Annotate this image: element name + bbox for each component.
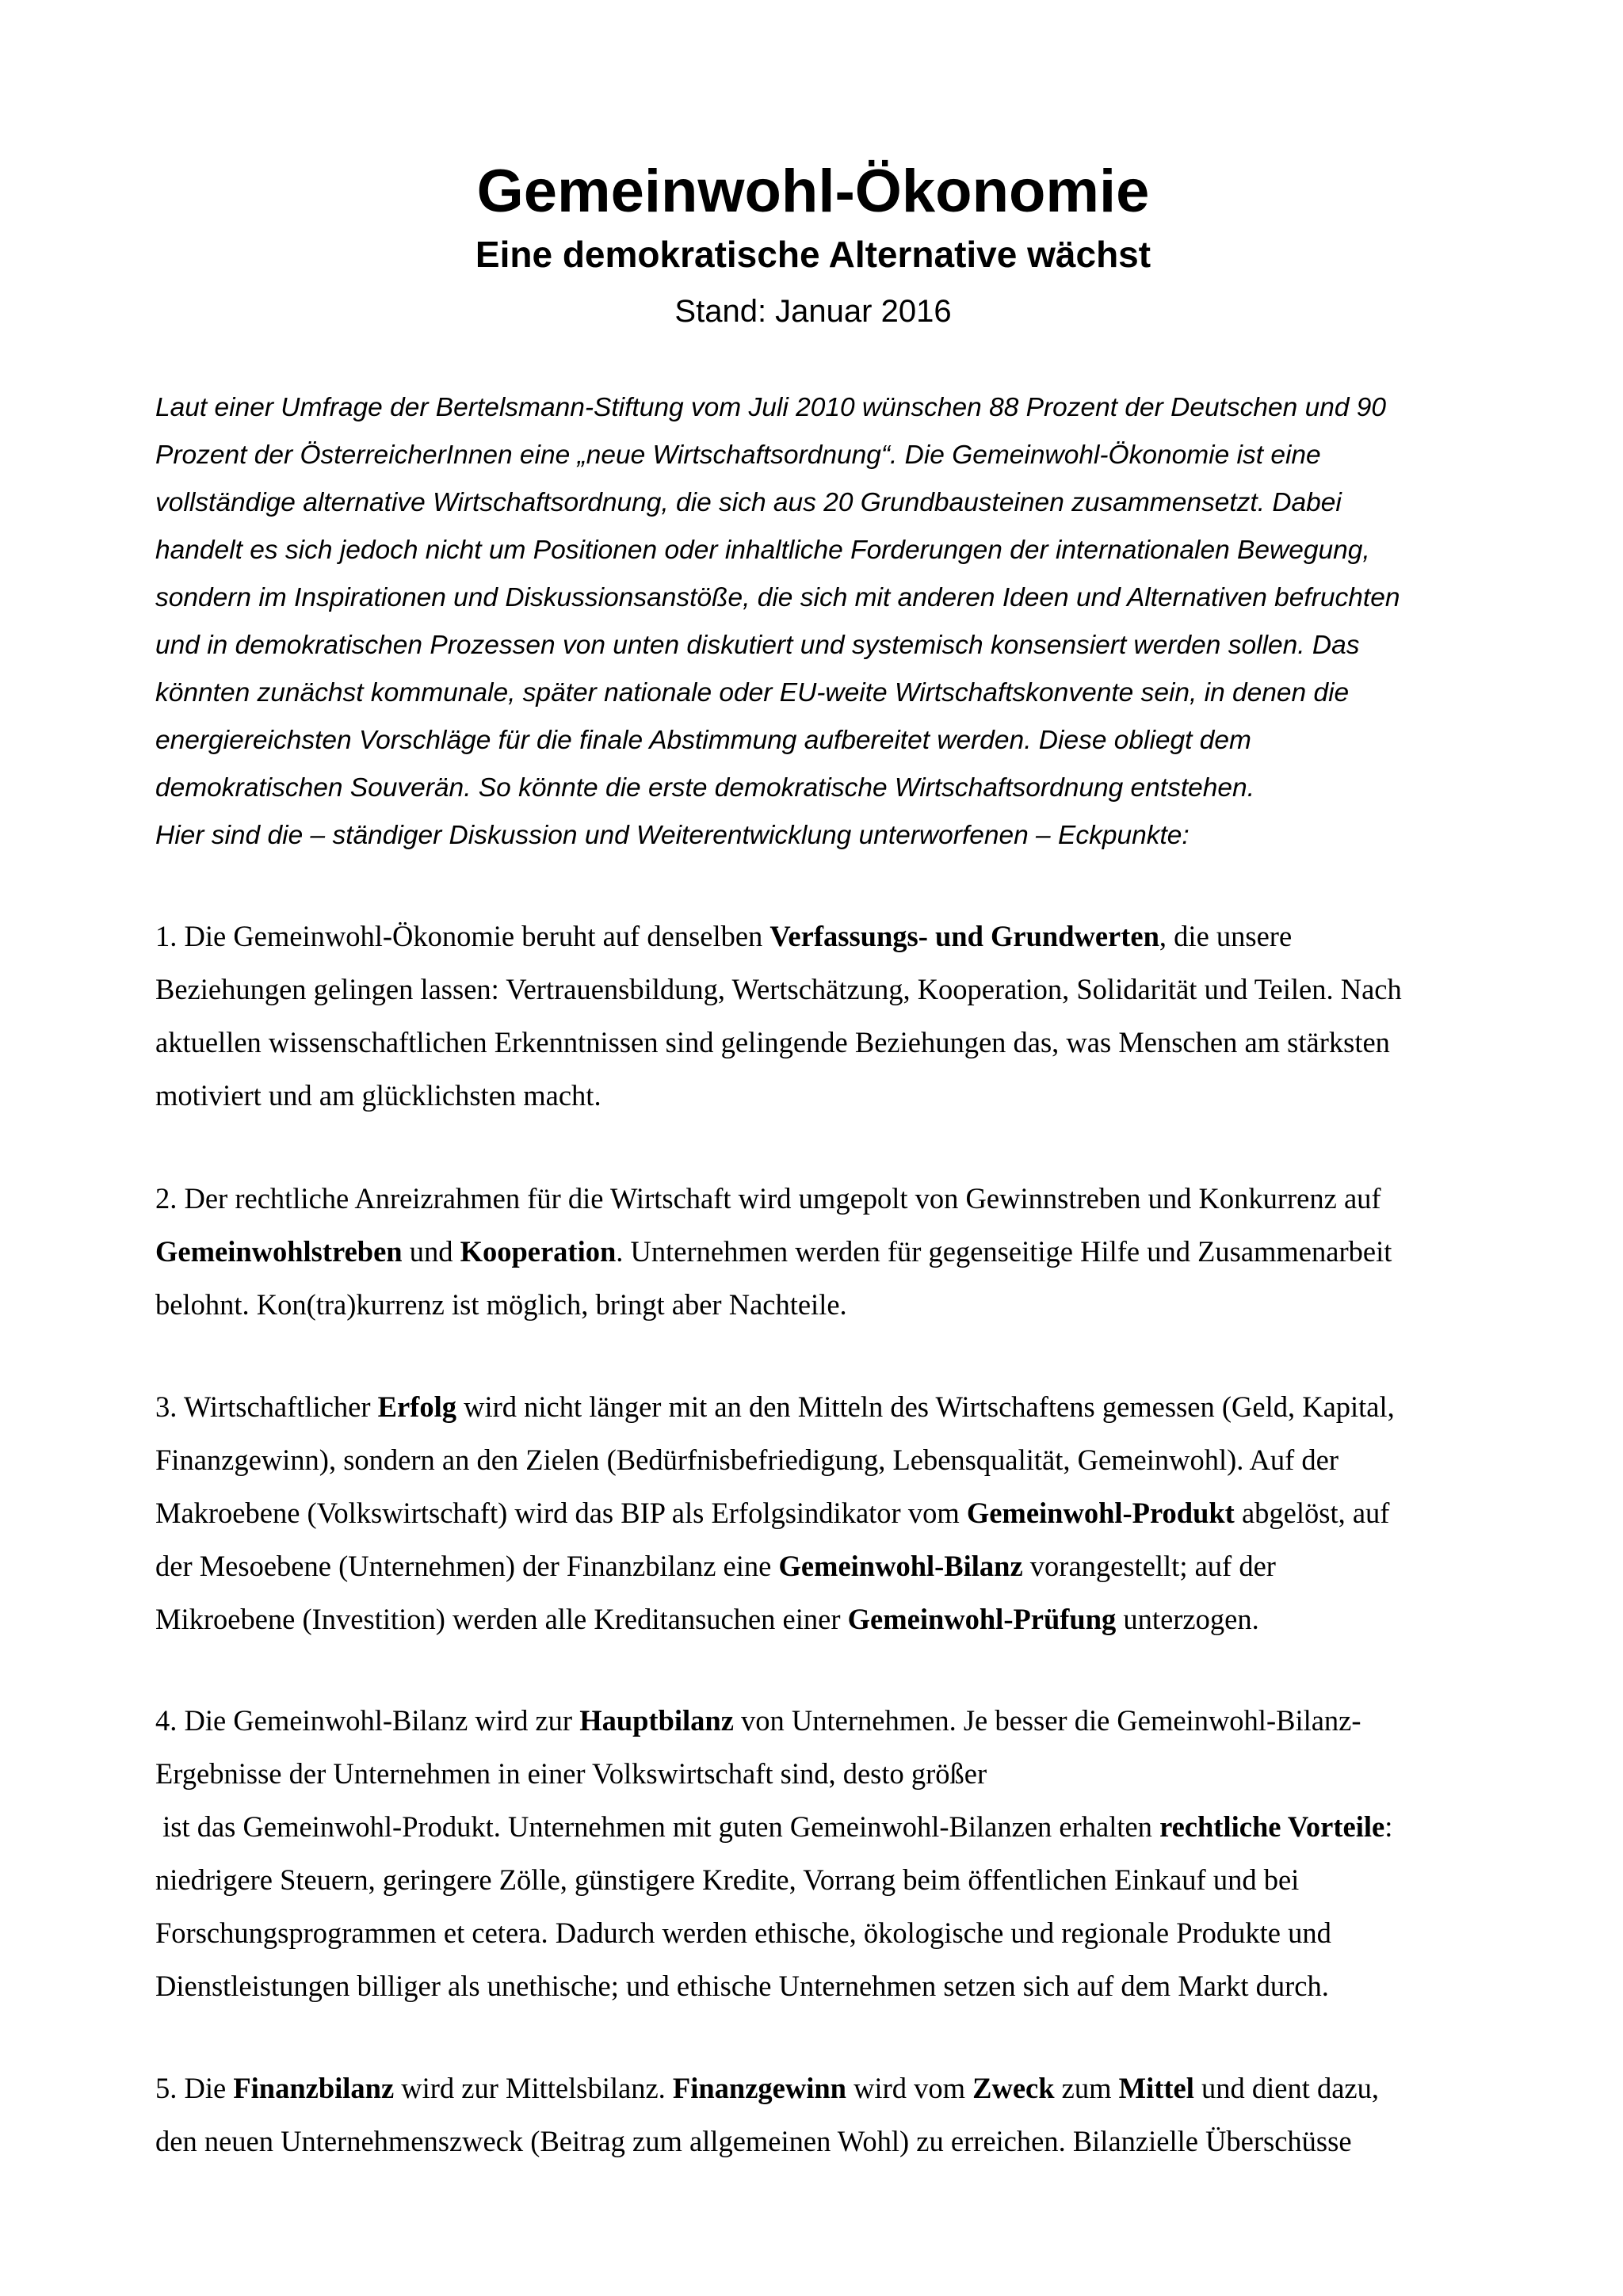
point-4-paragraph bbox=[155, 1694, 1487, 2012]
text-run: , die unsere bbox=[1159, 920, 1293, 952]
document-date: Stand: Januar 2016 bbox=[674, 294, 952, 329]
text-run: unterzogen. bbox=[1116, 1603, 1259, 1635]
text-run: und dient dazu, bbox=[1193, 2072, 1380, 2104]
point-1-paragraph bbox=[155, 910, 1487, 1122]
intro-line: demokratischen Souverän. So könnte die erste demokratische Wirtschaftsordnung entstehen. bbox=[155, 773, 1254, 803]
intro-line: Hier sind die – ständiger Diskussion und Weiterentwicklung unterworfenen – Eckpunkte: bbox=[155, 821, 1190, 850]
text-line: niedrigere Steuern, geringere Zölle, günstigere Kredite, Vorrang beim öffentlichen Einkauf und bei bbox=[155, 1863, 1300, 1896]
intro-line: vollständige alternative Wirtschaftsordnung, die sich aus 20 Grundbausteinen zusammensetzt. Dabei bbox=[155, 488, 1342, 517]
intro-line: energiereichsten Vorschläge für die finale Abstimmung aufbereitet werden. Diese obliegt dem bbox=[155, 726, 1251, 755]
text-line: belohnt. Kon(tra)kurrenz ist möglich, bringt aber Nachteile. bbox=[155, 1288, 847, 1321]
text-run: von Unternehmen. Je besser die Gemeinwohl-Bilanz- bbox=[733, 1704, 1361, 1737]
text-line: 2. Der rechtliche Anreizrahmen für die Wirtschaft wird umgepolt von Gewinnstreben und Konkurrenz auf bbox=[155, 1182, 1381, 1215]
text-run: 5. Die bbox=[155, 2072, 234, 2104]
text-run: 4. Die Gemeinwohl-Bilanz wird zur bbox=[155, 1704, 580, 1737]
document-subtitle: Eine demokratische Alternative wächst bbox=[475, 234, 1151, 275]
point-5-paragraph bbox=[155, 2061, 1487, 2168]
text-line: motiviert und am glücklichsten macht. bbox=[155, 1079, 601, 1112]
bold-term: Zweck bbox=[972, 2072, 1055, 2104]
text-run: und bbox=[402, 1235, 460, 1268]
text-line bbox=[155, 910, 1487, 963]
text-line: Finanzgewinn), sondern an den Zielen (Bedürfnisbefriedigung, Lebensqualität, Gemeinwohl). Auf der bbox=[155, 1444, 1339, 1476]
bold-term: Gemeinwohl-Bilanz bbox=[778, 1550, 1023, 1582]
text-line bbox=[155, 1486, 1487, 1539]
bold-term: Finanzgewinn bbox=[672, 2072, 846, 2104]
text-line: Beziehungen gelingen lassen: Vertrauensbildung, Wertschätzung, Kooperation, Solidarität und Teilen. Nach bbox=[155, 973, 1402, 1005]
text-run: 1. Die Gemeinwohl-Ökonomie beruht auf denselben bbox=[155, 920, 770, 952]
text-run: zum bbox=[1054, 2072, 1119, 2104]
intro-line: handelt es sich jedoch nicht um Positionen oder inhaltliche Forderungen der internationalen Bewegung, bbox=[155, 536, 1370, 565]
intro-line: sondern im Inspirationen und Diskussionsanstöße, die sich mit anderen Ideen und Alternativen befruchten bbox=[155, 583, 1400, 612]
text-run: wird vom bbox=[846, 2072, 973, 2104]
text-run: : bbox=[1384, 1810, 1393, 1843]
document-title: Gemeinwohl-Ökonomie bbox=[476, 158, 1150, 225]
point-3-paragraph bbox=[155, 1380, 1487, 1646]
text-line: Ergebnisse der Unternehmen in einer Volkswirtschaft sind, desto größer bbox=[155, 1757, 987, 1790]
intro-line: Laut einer Umfrage der Bertelsmann-Stiftung vom Juli 2010 wünschen 88 Prozent der Deutschen und 90 bbox=[155, 393, 1387, 422]
intro-line: könnten zunächst kommunale, später nationale oder EU-weite Wirtschaftskonvente sein, in denen die bbox=[155, 678, 1350, 707]
text-line: Dienstleistungen billiger als unethische; und ethische Unternehmen setzen sich auf dem Markt durch. bbox=[155, 1970, 1329, 2002]
bold-term: Gemeinwohlstreben bbox=[155, 1235, 403, 1268]
bold-term: Verfassungs- und Grundwerten bbox=[769, 920, 1159, 952]
bold-term: Erfolg bbox=[377, 1390, 456, 1423]
point-2-paragraph bbox=[155, 1172, 1487, 1331]
text-run: 3. Wirtschaftlicher bbox=[155, 1390, 378, 1423]
text-line bbox=[155, 1380, 1487, 1433]
intro-paragraph bbox=[155, 384, 1471, 860]
text-run: Makroebene (Volkswirtschaft) wird das BIP als Erfolgsindikator vom bbox=[155, 1497, 967, 1529]
text-line bbox=[155, 1800, 1487, 1853]
text-run: abgelöst, auf bbox=[1234, 1497, 1390, 1529]
bold-term: Finanzbilanz bbox=[233, 2072, 395, 2104]
bold-term: Gemeinwohl-Prüfung bbox=[847, 1603, 1117, 1635]
text-line bbox=[155, 1694, 1487, 1747]
bold-term: Hauptbilanz bbox=[579, 1704, 734, 1737]
bold-term: Kooperation bbox=[460, 1235, 617, 1268]
text-run: wird zur Mittelsbilanz. bbox=[394, 2072, 673, 2104]
bold-term: rechtliche Vorteile bbox=[1159, 1810, 1385, 1843]
text-line bbox=[155, 1539, 1487, 1592]
text-line: den neuen Unternehmenszweck (Beitrag zum allgemeinen Wohl) zu erreichen. Bilanzielle Überschüsse bbox=[155, 2125, 1352, 2157]
intro-line: und in demokratischen Prozessen von unten diskutiert und systemisch konsensiert werden sollen. Das bbox=[155, 631, 1360, 660]
text-line bbox=[155, 1225, 1487, 1278]
text-line: Forschungsprogrammen et cetera. Dadurch werden ethische, ökologische und regionale Produkte und bbox=[155, 1917, 1331, 1949]
text-run: vorangestellt; auf der bbox=[1022, 1550, 1276, 1582]
text-line: aktuellen wissenschaftlichen Erkenntnissen sind gelingende Beziehungen das, was Menschen am stärksten bbox=[155, 1026, 1390, 1058]
intro-line: Prozent der ÖsterreicherInnen eine „neue Wirtschaftsordnung“. Die Gemeinwohl-Ökonomie ist eine bbox=[155, 441, 1321, 470]
text-line bbox=[155, 2061, 1487, 2115]
bold-term: Gemeinwohl-Produkt bbox=[966, 1497, 1235, 1529]
text-line bbox=[155, 1592, 1487, 1646]
text-run: Mikroebene (Investition) werden alle Kreditansuchen einer bbox=[155, 1603, 848, 1635]
text-run: der Mesoebene (Unternehmen) der Finanzbilanz eine bbox=[155, 1550, 779, 1582]
bold-term: Mittel bbox=[1118, 2072, 1194, 2104]
text-run: . Unternehmen werden für gegenseitige Hilfe und Zusammenarbeit bbox=[616, 1235, 1392, 1268]
text-run: ist das Gemeinwohl-Produkt. Unternehmen mit guten Gemeinwohl-Bilanzen erhalten bbox=[155, 1810, 1160, 1843]
text-run: wird nicht länger mit an den Mitteln des Wirtschaftens gemessen (Geld, Kapital, bbox=[456, 1390, 1395, 1423]
